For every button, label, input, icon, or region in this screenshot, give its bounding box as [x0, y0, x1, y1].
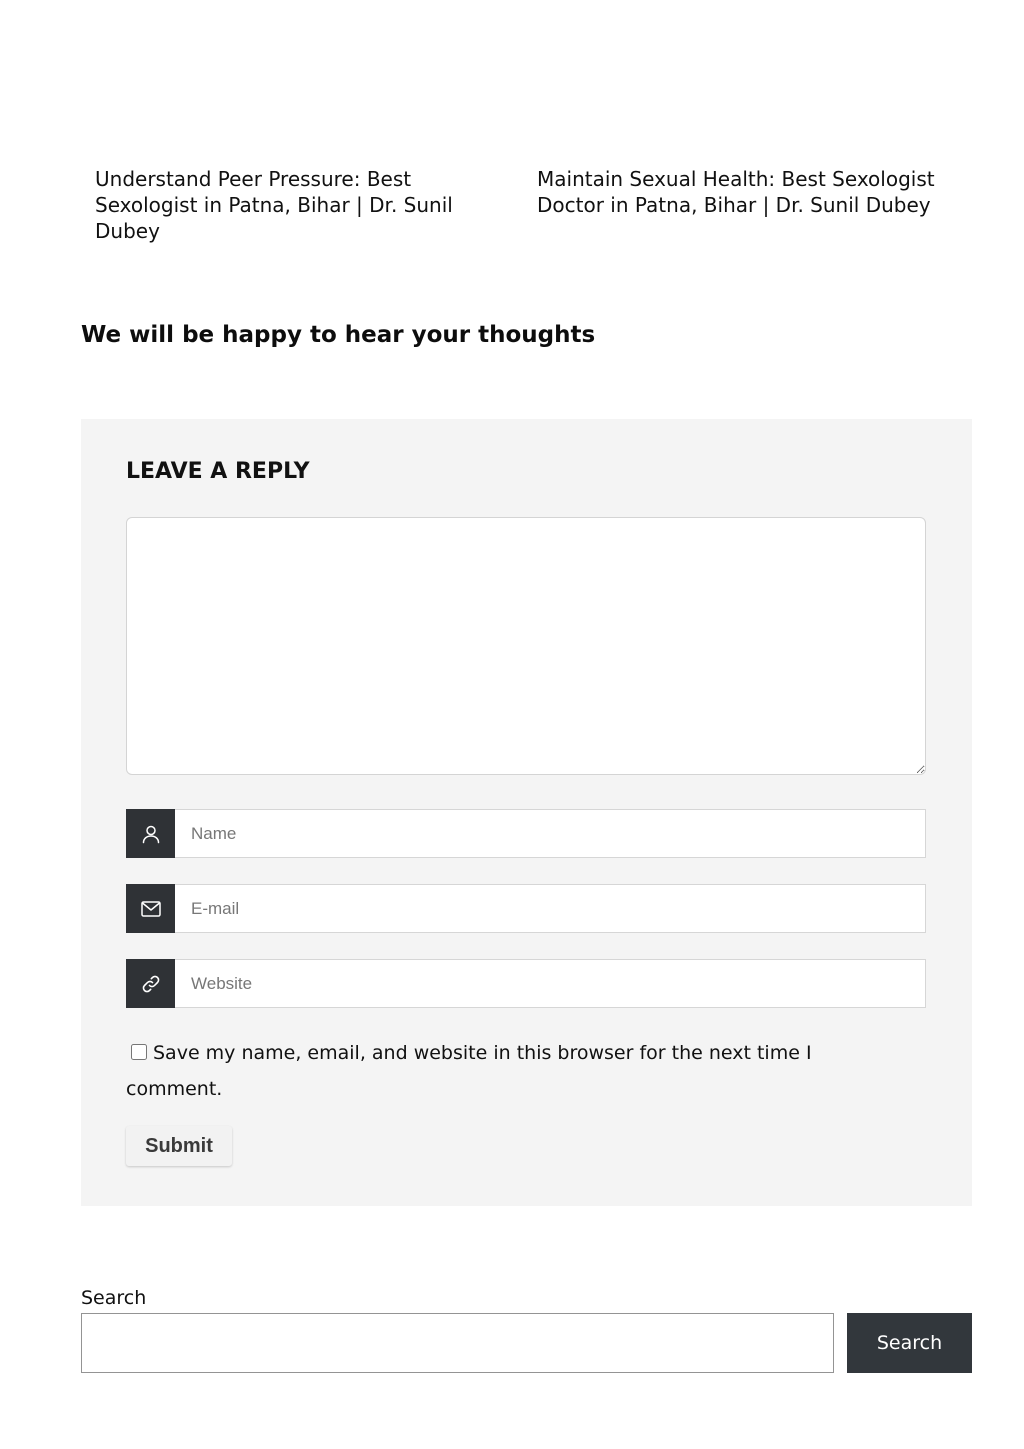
- search-input[interactable]: [81, 1313, 834, 1373]
- reply-form: [81, 419, 972, 1206]
- consent-label: Save my name, email, and website in this browser for the next time I comment.: [126, 1042, 812, 1100]
- link-icon: [126, 959, 175, 1008]
- website-input[interactable]: [175, 959, 926, 1008]
- comment-textarea[interactable]: [126, 517, 926, 775]
- email-input[interactable]: [175, 884, 926, 933]
- reply-title: LEAVE A REPLY: [126, 459, 310, 484]
- save-info-checkbox[interactable]: [131, 1044, 147, 1060]
- name-field-row: [126, 809, 926, 858]
- consent-row: [126, 1035, 906, 1107]
- envelope-icon: [126, 884, 175, 933]
- website-field-row: [126, 959, 926, 1008]
- email-field-row: [126, 884, 926, 933]
- related-post-link-sexual-health[interactable]: Maintain Sexual Health: Best Sexologist Doctor in Patna, Bihar | Dr. Sunil Dubey: [537, 167, 935, 217]
- comments-heading: We will be happy to hear your thoughts: [81, 322, 596, 348]
- search-label: Search: [81, 1287, 147, 1309]
- submit-button[interactable]: Submit: [126, 1126, 232, 1166]
- related-post-link-peer-pressure[interactable]: Understand Peer Pressure: Best Sexologist in Patna, Bihar | Dr. Sunil Dubey: [95, 167, 453, 243]
- related-posts: [95, 166, 955, 244]
- name-input[interactable]: [175, 809, 926, 858]
- user-icon: [126, 809, 175, 858]
- search-button[interactable]: Search: [847, 1313, 972, 1373]
